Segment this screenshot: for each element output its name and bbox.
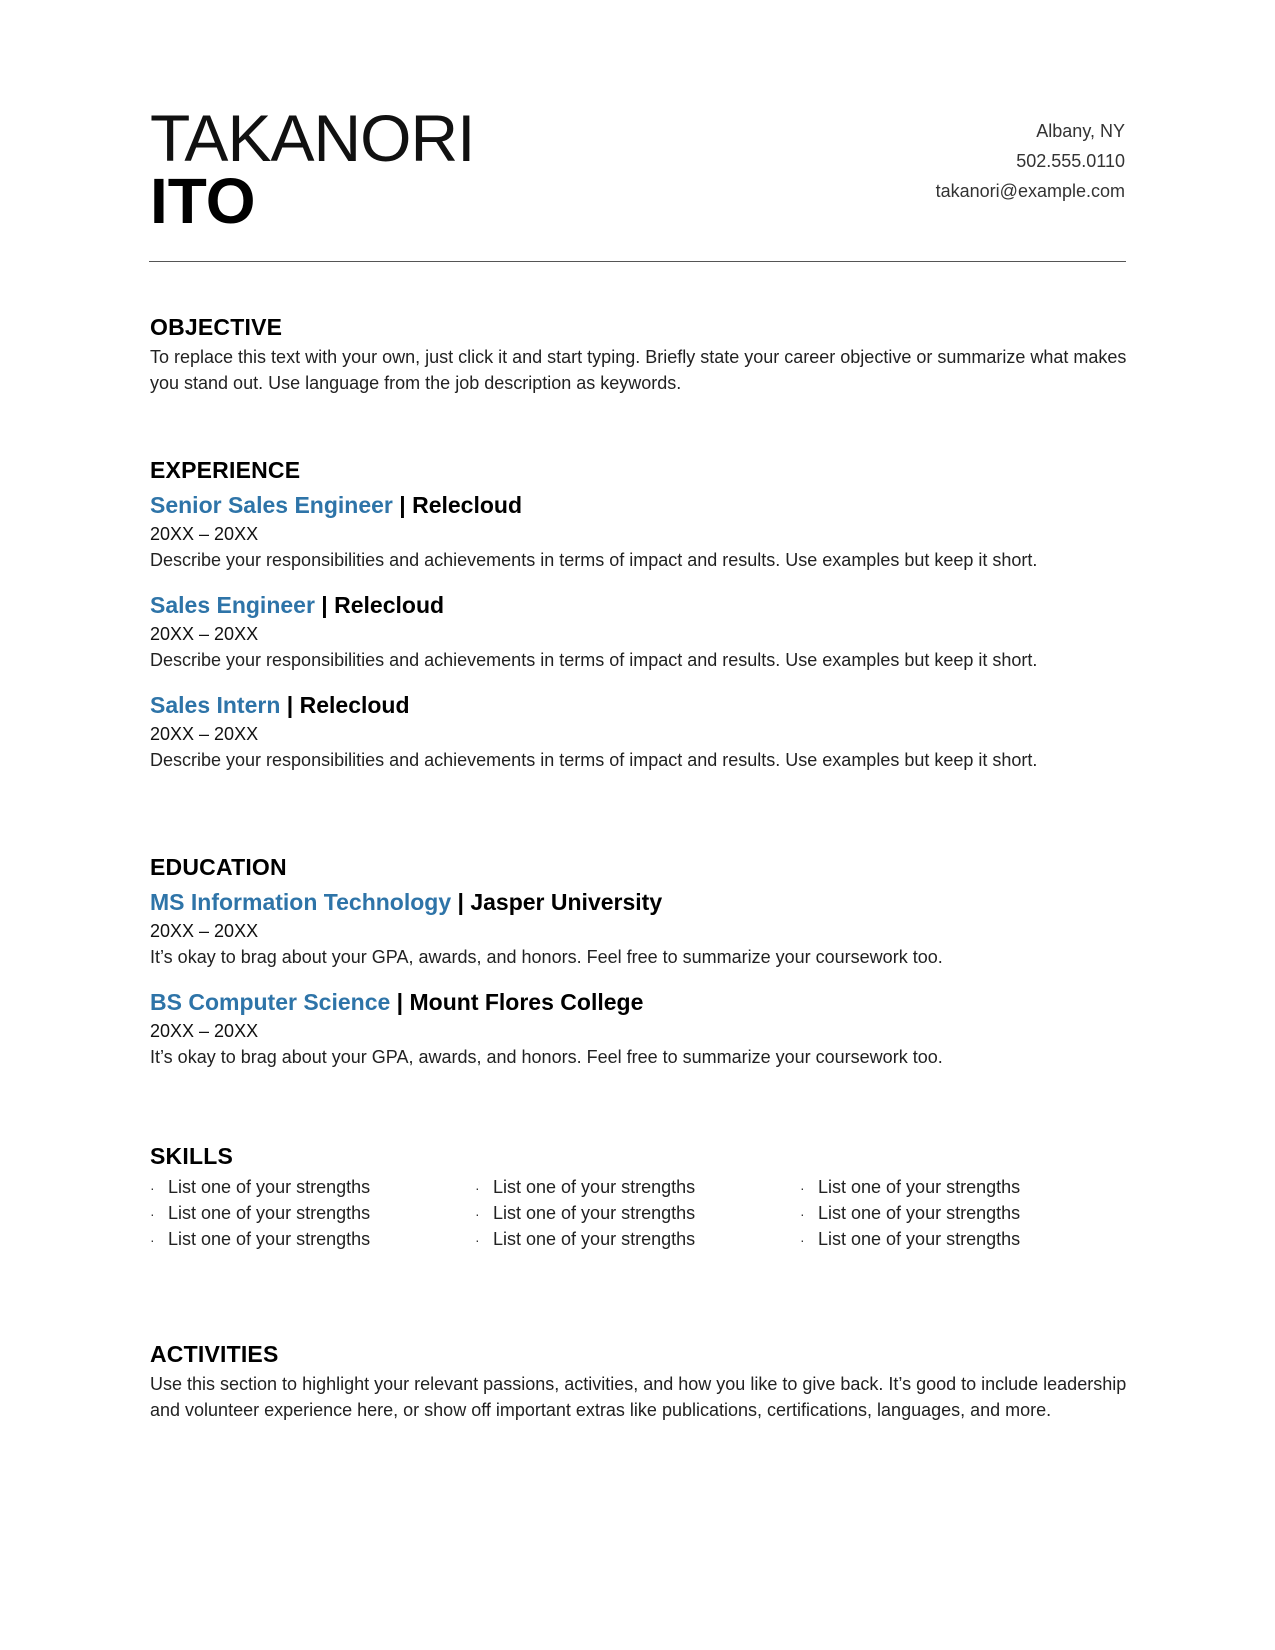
skill-text: List one of your strengths — [818, 1203, 1021, 1223]
education-desc: It’s okay to brag about your GPA, awards, and honors. Feel free to summarize your coursework too. — [150, 1047, 943, 1067]
experience-role: Sales Engineer — [150, 592, 315, 618]
experience-dates: 20XX – 20XX — [150, 724, 259, 744]
skill-item — [800, 1175, 1125, 1201]
experience-dates: 20XX – 20XX — [150, 624, 259, 644]
experience-role: Senior Sales Engineer — [150, 492, 393, 518]
bullet-icon: · — [475, 1180, 480, 1196]
experience-heading: EXPERIENCE — [150, 457, 301, 483]
skill-text: List one of your strengths — [493, 1203, 696, 1223]
experience-title — [150, 489, 1130, 521]
skill-item — [150, 1227, 475, 1253]
activities-section — [150, 1339, 1130, 1423]
education-degree: MS Information Technology — [150, 889, 452, 915]
education-entry — [150, 886, 1130, 970]
skill-text: List one of your strengths — [168, 1229, 371, 1249]
bullet-icon: · — [150, 1232, 155, 1248]
bullet-icon: · — [800, 1180, 805, 1196]
bullet-icon: · — [150, 1206, 155, 1222]
skills-heading: SKILLS — [150, 1143, 233, 1169]
bullet-icon: · — [475, 1206, 480, 1222]
skill-item — [150, 1175, 475, 1201]
title-separator: | — [451, 889, 471, 915]
bullet-icon: · — [800, 1232, 805, 1248]
objective-heading: OBJECTIVE — [150, 314, 283, 340]
skill-text: List one of your strengths — [168, 1203, 371, 1223]
bullet-icon: · — [150, 1180, 155, 1196]
contact-info — [936, 116, 1125, 206]
education-heading: EDUCATION — [150, 854, 287, 880]
experience-desc: Describe your responsibilities and achievements in terms of impact and results. Use examples but keep it short. — [150, 550, 1038, 570]
experience-dates: 20XX – 20XX — [150, 524, 259, 544]
header-divider — [149, 261, 1126, 262]
education-dates: 20XX – 20XX — [150, 921, 259, 941]
skill-text: List one of your strengths — [493, 1177, 696, 1197]
skills-section — [150, 1141, 1130, 1253]
title-separator: | — [280, 692, 300, 718]
experience-org: Relecloud — [334, 592, 445, 618]
skill-text: List one of your strengths — [168, 1177, 371, 1197]
skill-item — [800, 1227, 1125, 1253]
experience-entry — [150, 589, 1130, 673]
experience-org: Relecloud — [299, 692, 410, 718]
education-section — [150, 852, 1130, 1070]
skill-item — [475, 1201, 800, 1227]
skill-text: List one of your strengths — [818, 1229, 1021, 1249]
bullet-icon: · — [800, 1206, 805, 1222]
last-name: ITO — [150, 165, 256, 237]
location-text: Albany, NY — [1036, 121, 1125, 141]
objective-section — [150, 312, 1130, 396]
education-school: Jasper University — [470, 889, 663, 915]
activities-heading: ACTIVITIES — [150, 1341, 279, 1367]
experience-title — [150, 589, 1130, 621]
skills-grid — [150, 1175, 1130, 1253]
phone-text: 502.555.0110 — [1016, 151, 1125, 171]
title-separator: | — [390, 989, 410, 1015]
skill-item — [800, 1201, 1125, 1227]
title-separator: | — [314, 592, 335, 618]
experience-desc: Describe your responsibilities and achievements in terms of impact and results. Use examples but keep it short. — [150, 750, 1038, 770]
education-school: Mount Flores College — [409, 989, 644, 1015]
experience-title — [150, 689, 1130, 721]
objective-text: To replace this text with your own, just click it and start typing. Briefly state your career objective or summarize what makes you stand out. Use language from the job description as keywords. — [150, 347, 1127, 393]
first-name: TAKANORI — [150, 101, 475, 175]
title-separator: | — [392, 492, 413, 518]
experience-entry — [150, 489, 1130, 573]
skill-text: List one of your strengths — [493, 1229, 696, 1249]
education-entry — [150, 986, 1130, 1070]
experience-section — [150, 455, 1130, 773]
education-list — [150, 886, 1130, 1070]
experience-entry — [150, 689, 1130, 773]
skill-text: List one of your strengths — [818, 1177, 1021, 1197]
skill-item — [475, 1227, 800, 1253]
activities-text: Use this section to highlight your relevant passions, activities, and how you like to give back. It’s good to include leadership and volunteer experience here, or show off important extras like publications, certifications, languages, and more. — [150, 1374, 1127, 1420]
education-dates: 20XX – 20XX — [150, 1021, 259, 1041]
skill-item — [475, 1175, 800, 1201]
experience-desc: Describe your responsibilities and achievements in terms of impact and results. Use examples but keep it short. — [150, 650, 1038, 670]
bullet-icon: · — [475, 1232, 480, 1248]
experience-list — [150, 489, 1130, 773]
experience-org: Relecloud — [412, 492, 523, 518]
education-title — [150, 986, 1130, 1018]
email-text: takanori@example.com — [935, 181, 1125, 201]
education-degree: BS Computer Science — [150, 989, 391, 1015]
education-title — [150, 886, 1130, 918]
experience-role: Sales Intern — [150, 692, 281, 718]
skill-item — [150, 1201, 475, 1227]
education-desc: It’s okay to brag about your GPA, awards, and honors. Feel free to summarize your coursework too. — [150, 947, 943, 967]
